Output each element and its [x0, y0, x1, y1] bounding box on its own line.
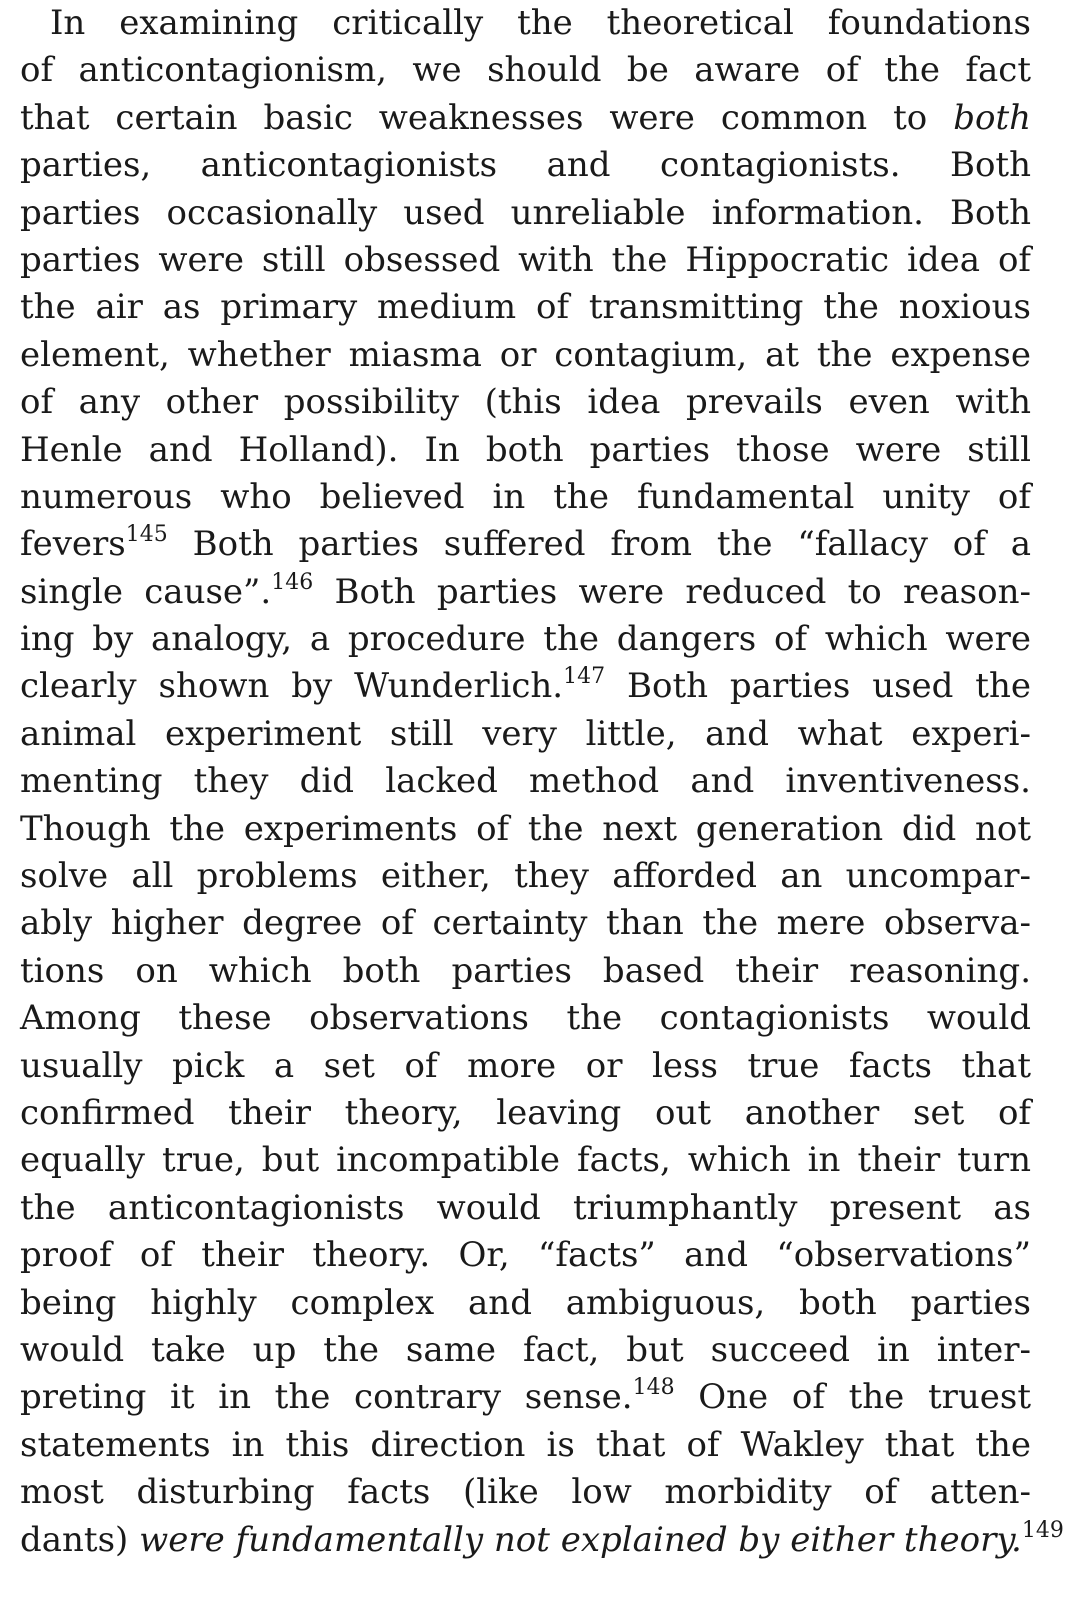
text-line: [20, 758, 1031, 805]
text-line: [20, 521, 1031, 568]
italic-text: both: [953, 97, 1031, 138]
text-line: [20, 474, 1031, 521]
body-paragraph: [20, 0, 1064, 1564]
text-segment: parties occasionally used unreliable information. Both: [20, 192, 1031, 233]
text-line: [20, 1422, 1031, 1469]
text-segment: most disturbing facts (like low morbidity of atten-: [20, 1472, 1031, 1513]
text-segment: equally true, but incompatible facts, which in their turn: [20, 1140, 1031, 1181]
text-segment: Henle and Holland). In both parties those were still: [20, 429, 1031, 470]
text-line: [20, 1327, 1031, 1374]
italic-text: were fundamentally not explained by either theory.: [139, 1519, 1022, 1560]
text-segment: of anticontagionism, we should be aware of the fact: [20, 50, 1031, 91]
text-line: [20, 995, 1031, 1042]
text-line: [20, 379, 1031, 426]
text-segment: ably higher degree of certainty than the mere observa-: [20, 903, 1031, 944]
text-line: [20, 663, 1031, 710]
text-segment: Both parties used the: [605, 666, 1031, 707]
text-segment: element, whether miasma or contagium, at the expense: [20, 334, 1031, 375]
text-segment: ing by analogy, a procedure the dangers of which were: [20, 619, 1031, 660]
text-segment: fevers: [20, 524, 126, 565]
text-segment: of any other possibility (this idea prevails even with: [20, 382, 1031, 423]
text-line: [20, 0, 1031, 47]
text-segment: animal experiment still very little, and what experi-: [20, 713, 1031, 754]
footnote-marker: 145: [125, 522, 168, 548]
text-line: [20, 47, 1031, 94]
text-segment: clearly shown by Wunderlich.: [20, 666, 564, 707]
text-segment: being highly complex and ambiguous, both parties: [20, 1282, 1031, 1323]
text-segment: numerous who believed in the fundamental unity of: [20, 476, 1031, 517]
footnote-marker: 149: [1021, 1517, 1064, 1543]
text-segment: tions on which both parties based their reasoning.: [20, 950, 1031, 991]
text-line: [20, 427, 1031, 474]
text-segment: solve all problems either, they afforded an uncompar-: [20, 856, 1031, 897]
text-line: [20, 1469, 1031, 1516]
footnote-marker: 147: [563, 664, 606, 690]
text-segment: confirmed their theory, leaving out another set of: [20, 1092, 1031, 1133]
text-line: [20, 1137, 1031, 1184]
text-line: [20, 284, 1031, 331]
text-line: [20, 711, 1031, 758]
text-segment: dants): [20, 1519, 140, 1560]
text-line: [20, 806, 1031, 853]
text-segment: preting it in the contrary sense.: [20, 1377, 633, 1418]
text-line: [20, 95, 1031, 142]
text-segment: menting they did lacked method and inventiveness.: [20, 761, 1031, 802]
text-line: [20, 853, 1031, 900]
document-page: [20, 0, 1064, 1600]
text-line: [20, 569, 1031, 616]
text-line: [20, 1232, 1031, 1279]
text-segment: Though the experiments of the next generation did not: [20, 808, 1031, 849]
text-segment: parties were still obsessed with the Hippocratic idea of: [20, 239, 1031, 280]
text-segment: Both parties were reduced to reason-: [313, 571, 1031, 612]
text-line: [20, 1090, 1031, 1137]
text-segment: statements in this direction is that of Wakley that the: [20, 1424, 1031, 1465]
footnote-marker: 146: [271, 569, 314, 595]
text-segment: Among these observations the contagionists would: [20, 998, 1031, 1039]
text-line: [20, 332, 1031, 379]
text-segment: One of the truest: [674, 1377, 1031, 1418]
text-line: [20, 142, 1031, 189]
text-segment: proof of their theory. Or, “facts” and “observations”: [20, 1235, 1031, 1276]
text-line: [20, 1043, 1031, 1090]
text-line: [20, 237, 1031, 284]
text-line: [20, 1185, 1031, 1232]
text-line: [20, 948, 1031, 995]
text-line: [20, 616, 1031, 663]
text-segment: the air as primary medium of transmitting the noxious: [20, 287, 1031, 328]
text-segment: parties, anticontagionists and contagionists. Both: [20, 145, 1031, 186]
text-line: [20, 1374, 1031, 1421]
text-segment: single cause”.: [20, 571, 272, 612]
text-segment: Both parties suffered from the “fallacy of a: [167, 524, 1031, 565]
text-line: [20, 190, 1031, 237]
text-segment: the anticontagionists would triumphantly present as: [20, 1187, 1031, 1228]
text-line: [20, 900, 1031, 947]
text-segment: that certain basic weaknesses were common to: [20, 97, 954, 138]
text-segment: would take up the same fact, but succeed in inter-: [20, 1329, 1031, 1370]
text-segment: In examining critically the theoretical foundations: [50, 3, 1031, 43]
text-line: [20, 1517, 1064, 1564]
text-segment: usually pick a set of more or less true facts that: [20, 1045, 1031, 1086]
footnote-marker: 148: [632, 1375, 675, 1401]
text-line: [20, 1280, 1031, 1327]
